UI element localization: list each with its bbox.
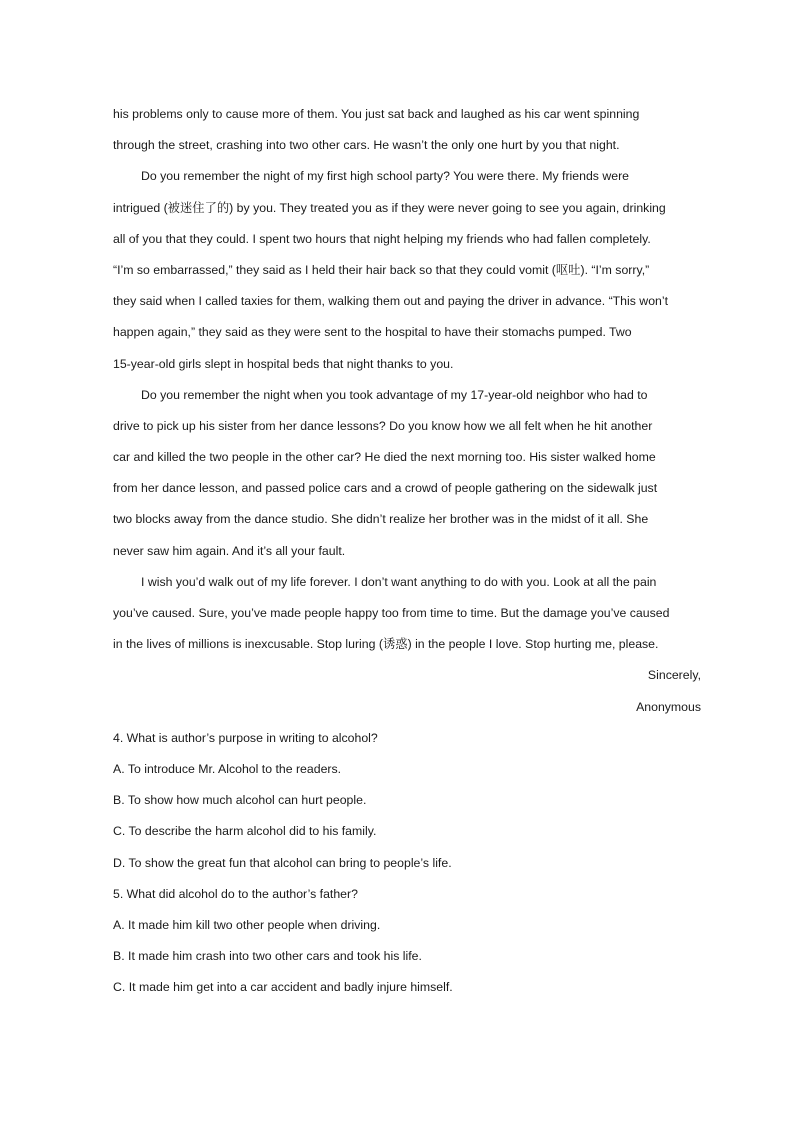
- answer-option: C. To describe the harm alcohol did to his family.: [113, 824, 377, 839]
- passage-line: his problems only to cause more of them. You just sat back and laughed as his car went spinning: [113, 107, 640, 121]
- question-stem: 4. What is author’s purpose in writing to alcohol?: [113, 730, 378, 745]
- passage-line: 15-year-old girls slept in hospital beds that night thanks to you.: [113, 356, 454, 371]
- passage-line: I wish you’d walk out of my life forever. I don’t want anything to do with you. Look at all the pain: [141, 574, 657, 589]
- document-body: [113, 99, 701, 1003]
- passage-line: in the lives of millions is inexcusable. Stop luring (诱惑) in the people I love. Stop hurting me, please.: [113, 637, 659, 652]
- passage-line: intrigued (被迷住了的) by you. They treated you as if they were never going to see you again, drinking: [113, 200, 666, 215]
- answer-option: B. It made him crash into two other cars and took his life.: [113, 949, 422, 964]
- passage-line: “I’m so embarrassed,” they said as I held their hair back so that they could vomit (呕吐). “I’m sorry,”: [113, 262, 650, 277]
- passage-line: two blocks away from the dance studio. She didn’t realize her brother was in the midst of it all. She: [113, 512, 649, 527]
- answer-option: C. It made him get into a car accident and badly injure himself.: [113, 980, 453, 995]
- passage-line: you’ve caused. Sure, you’ve made people happy too from time to time. But the damage you’ve caused: [113, 606, 670, 620]
- answer-option: B. To show how much alcohol can hurt people.: [113, 793, 367, 808]
- question-stem: 5. What did alcohol do to the author’s father?: [113, 886, 358, 901]
- letter-closing: Sincerely,: [647, 668, 701, 683]
- passage-line: all of you that they could. I spent two hours that night helping my friends who had fallen completely.: [113, 231, 651, 246]
- passage-line: Do you remember the night when you took advantage of my 17-year-old neighbor who had to: [141, 387, 648, 402]
- passage-line: car and killed the two people in the other car? He died the next morning too. His sister walked home: [113, 450, 656, 465]
- answer-option: A. To introduce Mr. Alcohol to the readers.: [113, 761, 342, 776]
- passage-line: they said when I called taxies for them, walking them out and paying the driver in advance. “This won’t: [113, 294, 669, 309]
- passage-line: through the street, crashing into two other cars. He wasn’t the only one hurt by you that night.: [113, 138, 620, 153]
- passage-line: drive to pick up his sister from her dance lessons? Do you know how we all felt when he hit another: [113, 418, 653, 433]
- answer-option: D. To show the great fun that alcohol can bring to people’s life.: [113, 855, 452, 870]
- passage-line: from her dance lesson, and passed police cars and a crowd of people gathering on the sidewalk just: [113, 481, 658, 496]
- passage-line: Do you remember the night of my first high school party? You were there. My friends were: [141, 169, 630, 184]
- passage-line: happen again,” they said as they were sent to the hospital to have their stomachs pumped. Two: [113, 325, 632, 340]
- letter-signature: Anonymous: [636, 699, 701, 714]
- passage-line: never saw him again. And it’s all your fault.: [113, 543, 346, 558]
- answer-option: A. It made him kill two other people when driving.: [113, 917, 381, 932]
